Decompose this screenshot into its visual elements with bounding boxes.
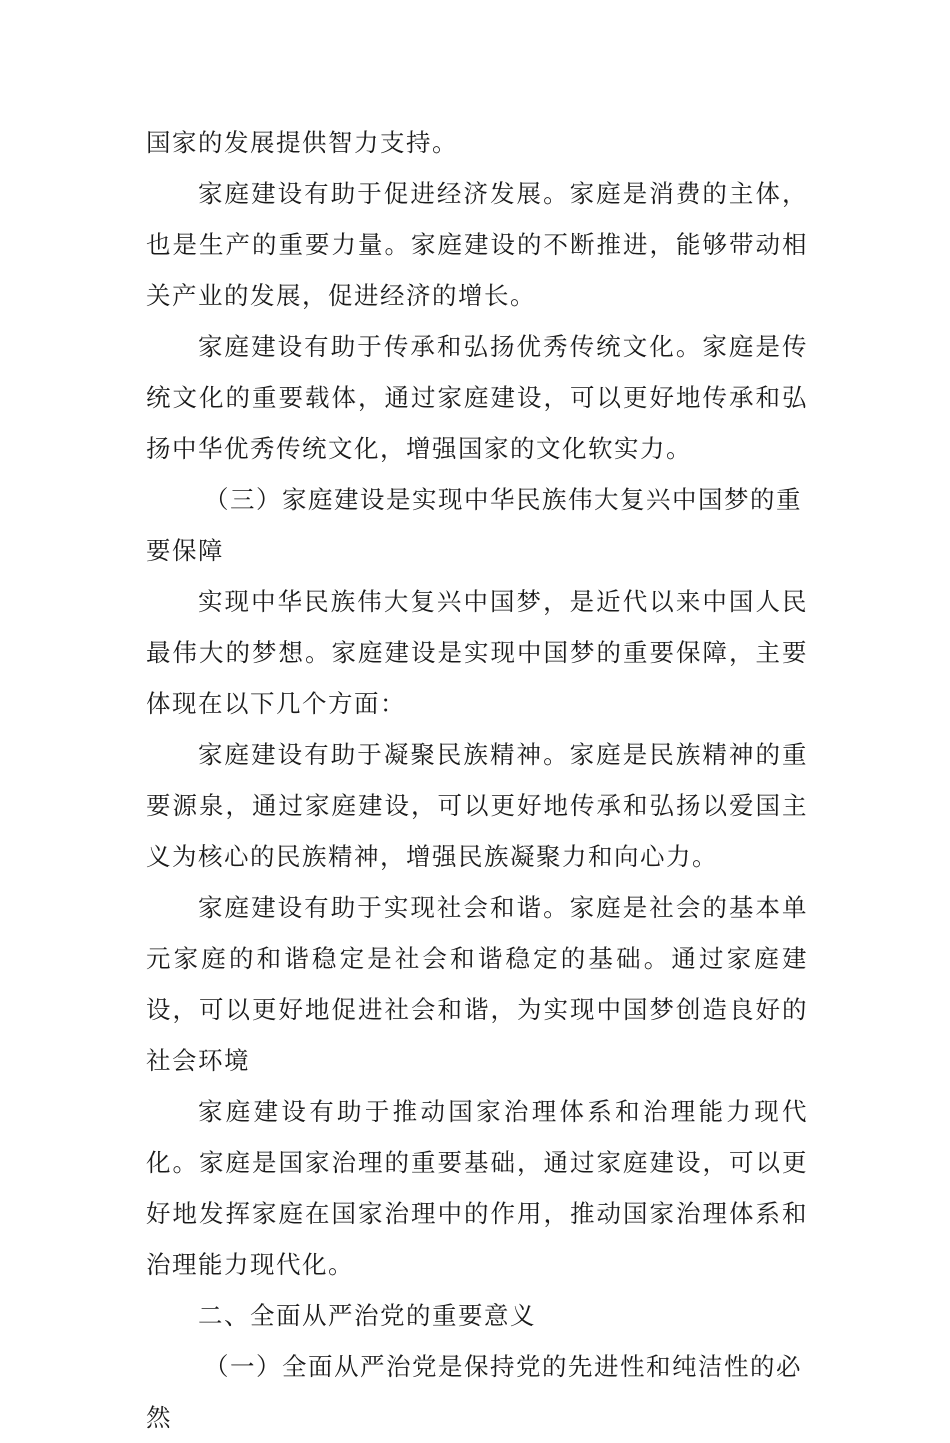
paragraph-culture: 家庭建设有助于传承和弘扬优秀传统文化。家庭是传统文化的重要载体，通过家庭建设，可以更好地传承和弘扬中华优秀传统文化，增强国家的文化软实力。 <box>146 332 808 463</box>
document-body <box>146 117 808 1443</box>
paragraph-china-dream: 实现中华民族伟大复兴中国梦，是近代以来中国人民最伟大的梦想。家庭建设是实现中国梦的重要保障，主要体现在以下几个方面： <box>146 587 808 718</box>
section-heading-3: （三）家庭建设是实现中华民族伟大复兴中国梦的重要保障 <box>146 485 802 565</box>
section-heading-1: （一）全面从严治党是保持党的先进性和纯洁性的必然 <box>146 1352 802 1432</box>
paragraph-governance: 家庭建设有助于推动国家治理体系和治理能力现代化。家庭是国家治理的重要基础，通过家庭建设，可以更好地发挥家庭在国家治理中的作用，推动国家治理体系和治理能力现代化。 <box>146 1097 808 1279</box>
chapter-heading-2: 二、全面从严治党的重要意义 <box>198 1301 536 1330</box>
paragraph-economy: 家庭建设有助于促进经济发展。家庭是消费的主体，也是生产的重要力量。家庭建设的不断推进，能够带动相关产业的发展，促进经济的增长。 <box>146 179 808 310</box>
paragraph-social-harmony: 家庭建设有助于实现社会和谐。家庭是社会的基本单元家庭的和谐稳定是社会和谐稳定的基础。通过家庭建设，可以更好地促进社会和谐，为实现中国梦创造良好的社会环境 <box>146 893 808 1075</box>
paragraph-national-spirit: 家庭建设有助于凝聚民族精神。家庭是民族精神的重要源泉，通过家庭建设，可以更好地传承和弘扬以爱国主义为核心的民族精神，增强民族凝聚力和向心力。 <box>146 740 808 871</box>
paragraph-continuation: 国家的发展提供智力支持。 <box>146 128 458 157</box>
